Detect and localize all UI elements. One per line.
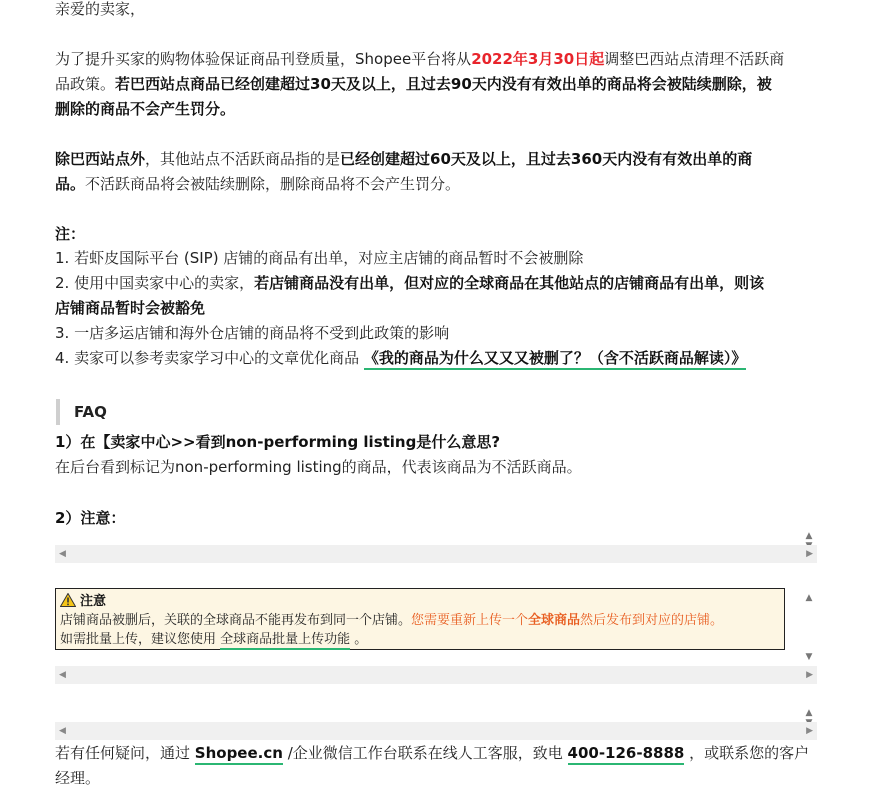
faq-question-2: 2）注意： — [55, 509, 126, 527]
article-link[interactable]: 《我的商品为什么又又又被删了？（含不活跃商品解读）》 — [364, 349, 747, 370]
horizontal-scrollbar[interactable] — [55, 545, 817, 563]
phone-link[interactable]: 400-126-8888 — [568, 744, 685, 765]
horizontal-scrollbar-2[interactable] — [55, 666, 817, 684]
para1-line1: 为了提升买家的购物体验保证商品刊登质量，Shopee平台将从2022年3月30日起调整巴西站点清理不活跃商 — [55, 50, 785, 68]
bulk-upload-link[interactable]: 全球商品批量上传功能 — [220, 632, 350, 650]
para2-line1: 除巴西站点外，其他站点不活跃商品指的是已经创建超过60天及以上，且过去360天内没有有效出单的商 — [55, 150, 753, 168]
warning-icon — [60, 593, 76, 607]
notes-title: 注： — [55, 225, 86, 243]
notice-line-2: 如需批量上传，建议您使用 全球商品批量上传功能 。 — [60, 630, 780, 649]
footer-line-1: 若有任何疑问，通过 Shopee.cn /企业微信工作台联系在线人工客服，致电 400-126-8888 ，或联系您的客户 — [55, 741, 809, 765]
notice-line-1: 店铺商品被删后，关联的全球商品不能再发布到同一个店铺。您需要重新上传一个全球商品然后发布到对应的店铺。 — [60, 613, 724, 628]
greeting: 亲爱的卖家， — [55, 0, 146, 18]
para2-line2: 品。不活跃商品将会被陆续删除，删除商品将不会产生罚分。 — [55, 175, 461, 193]
note-4: 4. 卖家可以参考卖家学习中心的文章优化商品 《我的商品为什么又又又被删了？（含不活跃商品解读）》 — [55, 346, 746, 370]
footer-line-2: 经理。 — [55, 769, 101, 787]
faq-question-1: 1）在【卖家中心>>看到non-performing listing是什么意思? — [55, 433, 501, 451]
faq-answer-1: 在后台看到标记为non-performing listing的商品，代表该商品为不活跃商品。 — [55, 458, 582, 476]
note-1: 1. 若虾皮国际平台 (SIP) 店铺的商品有出单，对应主店铺的商品暂时不会被删除 — [55, 249, 584, 267]
para1-line3: 删除的商品不会产生罚分。 — [55, 100, 236, 118]
notice-title-row — [60, 592, 780, 611]
scroll-right-icon[interactable]: ▶ — [806, 670, 813, 680]
notice-scroll-up-icon[interactable]: ▲ — [805, 593, 813, 603]
notice-title: 注意 — [80, 594, 107, 609]
horizontal-scrollbar-3[interactable] — [55, 722, 817, 740]
scroll-right-icon[interactable]: ▶ — [806, 726, 813, 736]
note-2: 2. 使用中国卖家中心的卖家，若店铺商品没有出单，但对应的全球商品在其他站点的店铺商品有出单，则该 — [55, 274, 765, 292]
para1-line2: 品政策。若巴西站点商品已经创建超过30天及以上，且过去90天内没有有效出单的商品将会被陆续删除，被 — [55, 75, 772, 93]
scroll-left-icon[interactable]: ◀ — [59, 549, 66, 559]
faq-heading: FAQ — [74, 403, 107, 421]
note-2-cont: 店铺商品暂时会被豁免 — [55, 299, 206, 317]
scroll-left-icon[interactable]: ◀ — [59, 670, 66, 680]
notice-box — [55, 588, 785, 650]
notice-scroll-down-icon[interactable]: ▼ — [805, 652, 813, 662]
scroll-left-icon[interactable]: ◀ — [59, 726, 66, 736]
shopee-site-link[interactable]: Shopee.cn — [195, 744, 283, 765]
faq-accent-bar — [56, 399, 60, 425]
note-3: 3. 一店多运店铺和海外仓店铺的商品将不受到此政策的影响 — [55, 324, 450, 342]
effective-date: 2022年3月30日起 — [471, 50, 605, 68]
scroll-right-icon[interactable]: ▶ — [806, 549, 813, 559]
scroll-up-down-icon[interactable]: ▲ — [805, 531, 813, 541]
scroll-up-down-icon-3[interactable]: ▲ — [805, 708, 813, 718]
